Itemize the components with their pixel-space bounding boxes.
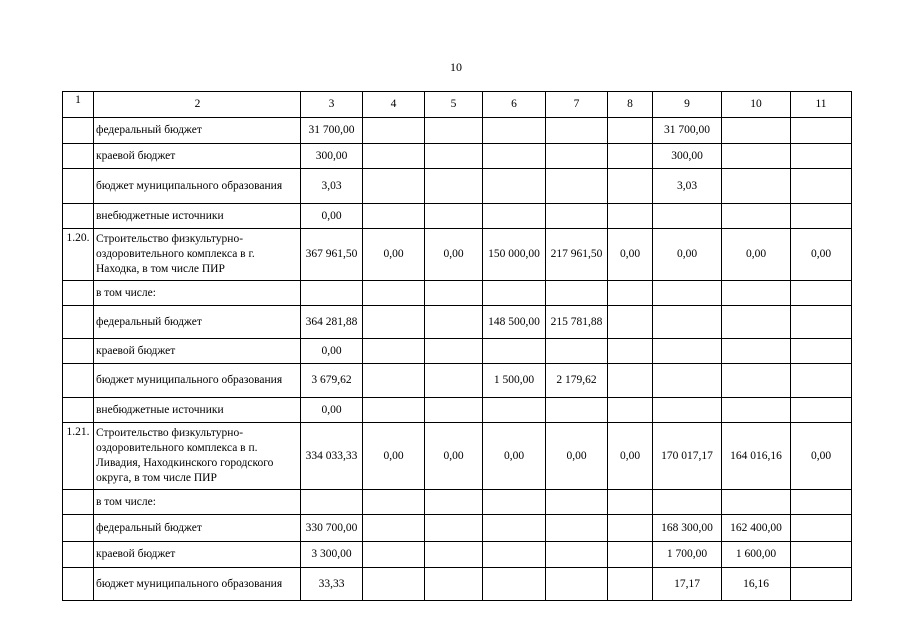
table-row xyxy=(63,398,852,423)
row-number-cell xyxy=(63,398,94,423)
value-cell xyxy=(653,281,722,306)
value-cell xyxy=(363,281,425,306)
row-number-cell xyxy=(63,204,94,229)
table-row xyxy=(63,423,852,490)
value-cell xyxy=(363,306,425,339)
value-cell xyxy=(363,398,425,423)
value-cell: 33,33 xyxy=(301,568,363,601)
row-number-cell xyxy=(63,542,94,568)
value-cell: 367 961,50 xyxy=(301,229,363,281)
value-cell xyxy=(722,281,791,306)
value-cell xyxy=(791,490,852,515)
row-number-cell xyxy=(63,306,94,339)
value-cell: 3,03 xyxy=(301,169,363,204)
value-cell: 168 300,00 xyxy=(653,515,722,542)
value-cell xyxy=(791,398,852,423)
description-cell: внебюджетные источники xyxy=(94,398,301,423)
value-cell: 217 961,50 xyxy=(546,229,608,281)
value-cell xyxy=(546,281,608,306)
value-cell xyxy=(425,490,483,515)
value-cell xyxy=(363,339,425,364)
column-header-cell: 5 xyxy=(425,92,483,118)
value-cell xyxy=(653,490,722,515)
value-cell: 0,00 xyxy=(791,423,852,490)
column-header-cell: 11 xyxy=(791,92,852,118)
value-cell xyxy=(791,364,852,398)
row-number-cell xyxy=(63,515,94,542)
value-cell xyxy=(546,204,608,229)
column-header-cell: 3 xyxy=(301,92,363,118)
value-cell: 0,00 xyxy=(425,423,483,490)
value-cell xyxy=(546,515,608,542)
value-cell xyxy=(546,542,608,568)
table-row xyxy=(63,542,852,568)
value-cell xyxy=(363,364,425,398)
value-cell xyxy=(363,568,425,601)
value-cell xyxy=(425,398,483,423)
value-cell xyxy=(653,306,722,339)
value-cell xyxy=(791,118,852,144)
value-cell xyxy=(791,281,852,306)
row-number-cell: 1.21. xyxy=(63,423,94,490)
value-cell: 300,00 xyxy=(653,144,722,169)
value-cell xyxy=(722,490,791,515)
table-row xyxy=(63,144,852,169)
table-row xyxy=(63,229,852,281)
value-cell: 1 500,00 xyxy=(483,364,546,398)
value-cell: 3,03 xyxy=(653,169,722,204)
value-cell xyxy=(608,169,653,204)
table-row xyxy=(63,118,852,144)
value-cell xyxy=(425,364,483,398)
table-header-row xyxy=(63,92,852,118)
value-cell xyxy=(722,204,791,229)
value-cell: 1 600,00 xyxy=(722,542,791,568)
column-header-cell: 10 xyxy=(722,92,791,118)
value-cell xyxy=(791,339,852,364)
description-cell: бюджет муниципального образования xyxy=(94,364,301,398)
column-header-cell: 8 xyxy=(608,92,653,118)
value-cell xyxy=(608,204,653,229)
value-cell: 0,00 xyxy=(425,229,483,281)
value-cell xyxy=(608,306,653,339)
description-cell: Строительство физкультурно-оздоровительного комплекса в п. Ливадия, Находкинского городского округа, в том числе ПИР xyxy=(94,423,301,490)
description-cell: внебюджетные источники xyxy=(94,204,301,229)
value-cell: 16,16 xyxy=(722,568,791,601)
value-cell xyxy=(546,339,608,364)
value-cell xyxy=(425,118,483,144)
value-cell xyxy=(483,398,546,423)
budget-table xyxy=(62,91,852,601)
value-cell: 3 300,00 xyxy=(301,542,363,568)
row-number-cell xyxy=(63,339,94,364)
value-cell: 17,17 xyxy=(653,568,722,601)
value-cell xyxy=(722,169,791,204)
value-cell: 334 033,33 xyxy=(301,423,363,490)
description-cell: федеральный бюджет xyxy=(94,306,301,339)
value-cell: 0,00 xyxy=(301,339,363,364)
page-number: 10 xyxy=(450,60,462,74)
value-cell xyxy=(722,118,791,144)
value-cell xyxy=(608,490,653,515)
value-cell xyxy=(363,515,425,542)
value-cell: 150 000,00 xyxy=(483,229,546,281)
value-cell xyxy=(483,568,546,601)
column-header-cell: 7 xyxy=(546,92,608,118)
value-cell: 170 017,17 xyxy=(653,423,722,490)
value-cell: 300,00 xyxy=(301,144,363,169)
description-cell: бюджет муниципального образования xyxy=(94,568,301,601)
value-cell xyxy=(722,364,791,398)
description-cell: в том числе: xyxy=(94,281,301,306)
value-cell xyxy=(791,204,852,229)
description-cell: краевой бюджет xyxy=(94,144,301,169)
value-cell xyxy=(653,339,722,364)
value-cell xyxy=(546,169,608,204)
value-cell: 0,00 xyxy=(483,423,546,490)
row-number-cell xyxy=(63,490,94,515)
value-cell xyxy=(363,118,425,144)
table-row xyxy=(63,568,852,601)
value-cell xyxy=(425,568,483,601)
value-cell xyxy=(791,306,852,339)
value-cell: 0,00 xyxy=(608,423,653,490)
value-cell xyxy=(425,169,483,204)
value-cell xyxy=(653,204,722,229)
value-cell xyxy=(608,281,653,306)
value-cell xyxy=(425,204,483,229)
value-cell xyxy=(425,306,483,339)
value-cell xyxy=(608,364,653,398)
table-row xyxy=(63,490,852,515)
value-cell: 364 281,88 xyxy=(301,306,363,339)
value-cell xyxy=(425,281,483,306)
value-cell xyxy=(363,144,425,169)
value-cell: 31 700,00 xyxy=(653,118,722,144)
value-cell xyxy=(363,204,425,229)
table-row xyxy=(63,306,852,339)
value-cell xyxy=(483,542,546,568)
table-row xyxy=(63,364,852,398)
column-header-cell: 9 xyxy=(653,92,722,118)
value-cell xyxy=(363,169,425,204)
value-cell xyxy=(608,542,653,568)
value-cell xyxy=(608,339,653,364)
description-cell: федеральный бюджет xyxy=(94,515,301,542)
description-cell: федеральный бюджет xyxy=(94,118,301,144)
value-cell: 0,00 xyxy=(363,423,425,490)
description-cell: бюджет муниципального образования xyxy=(94,169,301,204)
value-cell xyxy=(483,515,546,542)
value-cell: 148 500,00 xyxy=(483,306,546,339)
column-header-cell: 1 xyxy=(63,92,94,118)
value-cell xyxy=(722,144,791,169)
value-cell xyxy=(608,515,653,542)
value-cell: 0,00 xyxy=(791,229,852,281)
value-cell xyxy=(653,398,722,423)
description-cell: краевой бюджет xyxy=(94,339,301,364)
table-row xyxy=(63,515,852,542)
value-cell xyxy=(425,339,483,364)
value-cell: 0,00 xyxy=(653,229,722,281)
column-header-cell: 2 xyxy=(94,92,301,118)
value-cell xyxy=(483,490,546,515)
value-cell xyxy=(791,568,852,601)
value-cell xyxy=(483,144,546,169)
table-row xyxy=(63,281,852,306)
value-cell xyxy=(608,144,653,169)
value-cell: 31 700,00 xyxy=(301,118,363,144)
value-cell xyxy=(546,118,608,144)
value-cell: 3 679,62 xyxy=(301,364,363,398)
value-cell: 162 400,00 xyxy=(722,515,791,542)
value-cell xyxy=(791,169,852,204)
value-cell: 1 700,00 xyxy=(653,542,722,568)
value-cell xyxy=(791,542,852,568)
value-cell xyxy=(722,398,791,423)
value-cell xyxy=(301,281,363,306)
row-number-cell xyxy=(63,364,94,398)
value-cell xyxy=(483,204,546,229)
column-header-cell: 4 xyxy=(363,92,425,118)
value-cell xyxy=(363,542,425,568)
description-cell: в том числе: xyxy=(94,490,301,515)
value-cell xyxy=(483,281,546,306)
description-cell: Строительство физкультурно-оздоровительного комплекса в г. Находка, в том числе ПИР xyxy=(94,229,301,281)
row-number-cell xyxy=(63,144,94,169)
value-cell xyxy=(363,490,425,515)
value-cell xyxy=(608,398,653,423)
value-cell xyxy=(483,118,546,144)
value-cell xyxy=(722,339,791,364)
value-cell xyxy=(483,339,546,364)
value-cell xyxy=(483,169,546,204)
value-cell xyxy=(301,490,363,515)
value-cell: 0,00 xyxy=(722,229,791,281)
table-row xyxy=(63,339,852,364)
value-cell xyxy=(653,364,722,398)
value-cell xyxy=(608,568,653,601)
value-cell xyxy=(425,515,483,542)
value-cell xyxy=(722,306,791,339)
value-cell: 2 179,62 xyxy=(546,364,608,398)
row-number-cell xyxy=(63,281,94,306)
description-cell: краевой бюджет xyxy=(94,542,301,568)
row-number-cell xyxy=(63,169,94,204)
value-cell: 0,00 xyxy=(301,204,363,229)
value-cell xyxy=(425,144,483,169)
table-row xyxy=(63,169,852,204)
value-cell: 164 016,16 xyxy=(722,423,791,490)
table-row xyxy=(63,204,852,229)
value-cell xyxy=(546,144,608,169)
value-cell: 215 781,88 xyxy=(546,306,608,339)
value-cell: 0,00 xyxy=(301,398,363,423)
value-cell xyxy=(791,144,852,169)
value-cell xyxy=(546,568,608,601)
value-cell: 0,00 xyxy=(546,423,608,490)
column-header-cell: 6 xyxy=(483,92,546,118)
value-cell xyxy=(425,542,483,568)
value-cell xyxy=(546,398,608,423)
value-cell: 0,00 xyxy=(608,229,653,281)
row-number-cell xyxy=(63,568,94,601)
value-cell xyxy=(546,490,608,515)
row-number-cell: 1.20. xyxy=(63,229,94,281)
value-cell: 330 700,00 xyxy=(301,515,363,542)
table-body xyxy=(63,92,852,601)
value-cell: 0,00 xyxy=(363,229,425,281)
row-number-cell xyxy=(63,118,94,144)
value-cell xyxy=(791,515,852,542)
value-cell xyxy=(608,118,653,144)
